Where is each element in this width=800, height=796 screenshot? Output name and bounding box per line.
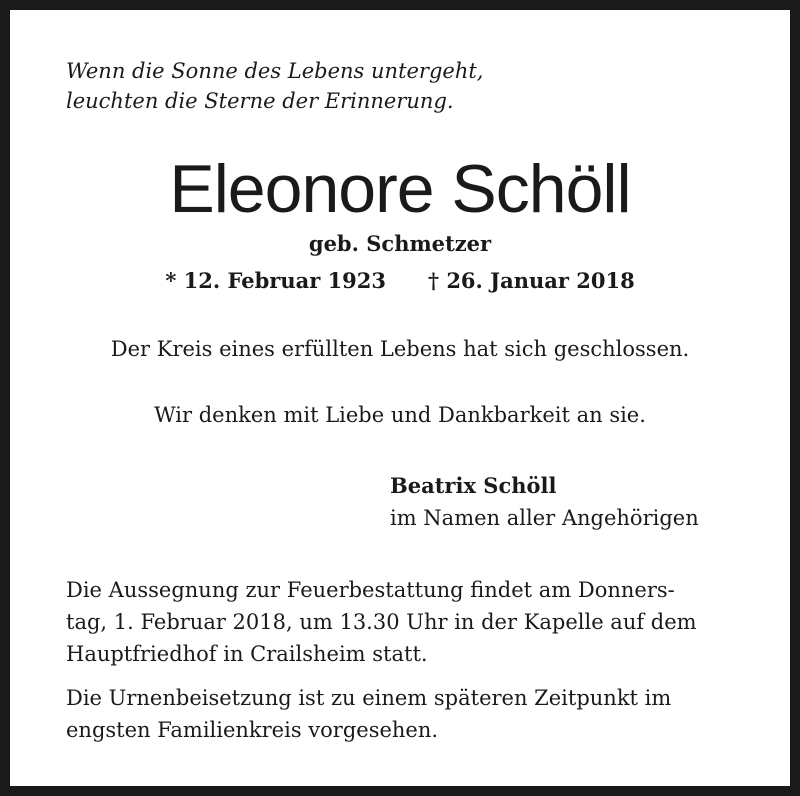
death-date: † 26. Januar 2018 bbox=[428, 268, 635, 293]
deceased-name: Eleonore Schöll bbox=[169, 151, 631, 227]
signer-name: Beatrix Schöll bbox=[390, 473, 557, 498]
life-dates bbox=[10, 266, 790, 296]
motto-line: Wenn die Sonne des Lebens untergeht, bbox=[66, 59, 484, 83]
signer-subtitle: im Namen aller Angehörigen bbox=[390, 506, 699, 530]
funeral-paragraph bbox=[66, 574, 697, 670]
paragraph-line: Hauptfriedhof in Crailsheim statt. bbox=[66, 642, 428, 666]
motto bbox=[66, 56, 483, 116]
verse-line: Wir denken mit Liebe und Dankbarkeit an sie. bbox=[154, 403, 646, 427]
paragraph-line: Die Urnenbeisetzung ist zu einem späteren Zeitpunkt im bbox=[66, 686, 672, 710]
paragraph-line: tag, 1. Februar 2018, um 13.30 Uhr in der Kapelle auf dem bbox=[66, 610, 697, 634]
motto-line: leuchten die Sterne der Erinnerung. bbox=[66, 89, 454, 113]
verse-line: Der Kreis eines erfüllten Lebens hat sich geschlossen. bbox=[110, 337, 690, 361]
maiden-name: geb. Schmetzer bbox=[308, 231, 492, 256]
birth-date: * 12. Februar 1923 bbox=[165, 268, 387, 293]
paragraph-line: Die Aussegnung zur Feuerbestattung findet am Donners- bbox=[66, 578, 675, 602]
urn-paragraph bbox=[66, 682, 671, 746]
signature-block bbox=[390, 470, 699, 534]
paragraph-line: engsten Familienkreis vorgesehen. bbox=[66, 718, 439, 742]
